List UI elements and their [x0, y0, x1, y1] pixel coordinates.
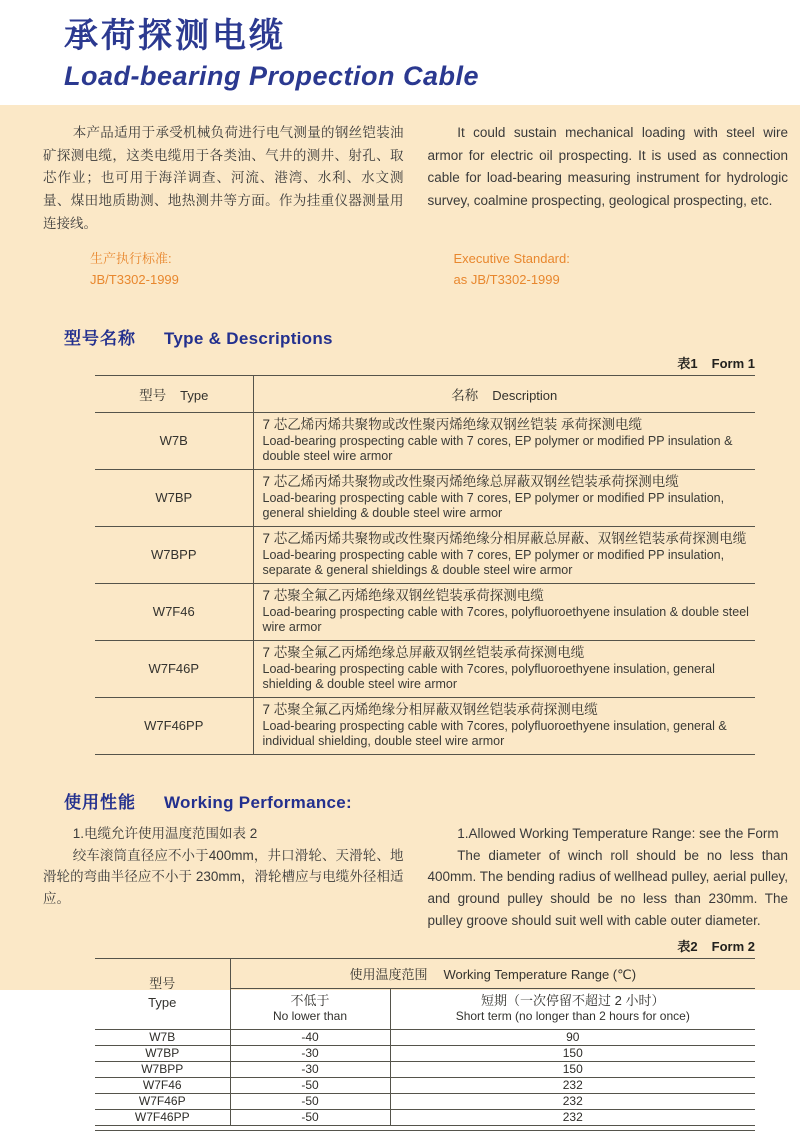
form1-label-en: Form 1	[711, 355, 755, 371]
working-temperature-table	[95, 958, 755, 1126]
performance-line2-zh: 绞车滚筒直径应不小于400mm，井口滑轮、天滑轮、地滑轮的弯曲半径应不小于 230mm，滑轮槽应与电缆外径相适应。	[43, 847, 404, 907]
table-row	[95, 412, 755, 469]
description-cell: 7 芯乙烯丙烯共聚物或改性聚丙烯绝缘双钢丝铠装 承荷探测电缆 Load-bearing prospecting cable with 7 cores, EP polymer or modified PP insulation & double steel wire armor	[253, 412, 755, 469]
short-term-temp-cell: 150	[390, 1062, 755, 1078]
model-cell: W7F46PP	[95, 1110, 230, 1126]
working-performance-section	[0, 823, 800, 932]
form1-label-zh: 表1	[677, 355, 698, 371]
table2-header-row1	[95, 958, 755, 988]
intro-column-en	[428, 122, 789, 235]
short-term-temp-cell: 150	[390, 1046, 755, 1062]
description-cell: 7 芯聚全氟乙丙烯绝缘总屏蔽双钢丝铠装承荷探测电缆 Load-bearing prospecting cable with 7cores, polyfluoroethyene insulation, general shielding & double steel wire armor	[253, 640, 755, 697]
min-temp-cell: -50	[230, 1078, 390, 1094]
table-row	[95, 469, 755, 526]
model-cell: W7BP	[95, 469, 253, 526]
short-term-temp-cell: 232	[390, 1110, 755, 1126]
short-term-temp-cell: 90	[390, 1030, 755, 1046]
section2-heading-zh: 使用性能	[64, 792, 136, 812]
table1-header-type: 型号 Type	[95, 375, 253, 412]
short-term-temp-cell: 232	[390, 1094, 755, 1110]
table1-header-description: 名称 Description	[253, 375, 755, 412]
model-cell: W7B	[95, 1030, 230, 1046]
model-cell: W7F46	[95, 583, 253, 640]
model-cell: W7F46	[95, 1078, 230, 1094]
title-band	[0, 0, 800, 105]
table-row	[95, 697, 755, 754]
min-temp-cell: -40	[230, 1030, 390, 1046]
table-row	[95, 640, 755, 697]
table2-header-type: 型号 Type	[95, 958, 230, 1029]
production-standard-label-zh: 生产执行标准:	[90, 251, 172, 267]
section1-heading-zh: 型号名称	[64, 328, 136, 348]
model-cell: W7F46P	[95, 640, 253, 697]
table-row	[95, 1030, 755, 1046]
table1-header-row	[95, 375, 755, 412]
table2-header-short-term: 短期（一次停留不超过 2 小时） Short term (no longer than 2 hours for once)	[390, 988, 755, 1029]
short-term-temp-cell: 232	[390, 1078, 755, 1094]
executive-standard-value-en: as JB/T3302-1999	[453, 271, 560, 287]
standards-column-en	[428, 249, 789, 289]
executive-standard-label-en: Executive Standard:	[453, 251, 570, 267]
content-area	[0, 105, 800, 1125]
min-temp-cell: -50	[230, 1110, 390, 1126]
model-cell: W7BP	[95, 1046, 230, 1062]
performance-column-zh	[43, 823, 404, 932]
section1-heading-en: Type & Descriptions	[164, 328, 333, 348]
model-cell: W7F46P	[95, 1094, 230, 1110]
table-row	[95, 1094, 755, 1110]
performance-line1-zh: 1.电缆允许使用温度范围如表 2	[72, 825, 258, 841]
description-cell: 7 芯聚全氟乙丙烯绝缘双钢丝铠装承荷探测电缆 Load-bearing prospecting cable with 7cores, polyfluoroethyene insulation & double steel wire armor	[253, 583, 755, 640]
page-title-en: Load-bearing Propection Cable	[64, 60, 480, 91]
executive-standard-en	[454, 249, 789, 289]
table2-header-range: 使用温度范围 Working Temperature Range (℃)	[230, 958, 755, 988]
section2-heading-en: Working Performance:	[164, 792, 353, 812]
table-row	[95, 526, 755, 583]
description-cell: 7 芯聚全氟乙丙烯绝缘分相屏蔽双钢丝铠装承荷探测电缆 Load-bearing prospecting cable with 7cores, polyfluoroethyene insulation, general & individual shielding, double steel wire armor	[253, 697, 755, 754]
intro-section	[0, 122, 800, 235]
model-cell: W7B	[95, 412, 253, 469]
table-row	[95, 1046, 755, 1062]
table-row	[95, 1110, 755, 1126]
standards-column-zh	[43, 249, 404, 289]
intro-column-zh	[43, 122, 404, 235]
intro-paragraph-en: It could sustain mechanical loading with steel wire armor for electric oil prospecting. It is used as connection cable for load-bearing measuring instrument for hydrologic survey, coalmine prospecting, geological prospecting, etc.	[427, 125, 788, 209]
performance-line1-en: 1.Allowed Working Temperature Range: see the Form	[457, 825, 779, 841]
form1-label	[0, 353, 755, 372]
form2-label	[0, 936, 755, 955]
min-temp-cell: -30	[230, 1062, 390, 1078]
table2-header-no-lower-than: 不低于 No lower than	[230, 988, 390, 1029]
section-heading-working-performance	[0, 788, 800, 813]
model-cell: W7BPP	[95, 1062, 230, 1078]
production-standard-value-zh: JB/T3302-1999	[90, 271, 179, 287]
table-row	[95, 1062, 755, 1078]
page-title-zh: 承荷探测电缆	[64, 17, 286, 55]
performance-column-en	[428, 823, 789, 932]
description-cell: 7 芯乙烯丙烯共聚物或改性聚丙烯绝缘总屏蔽双钢丝铠装承荷探测电缆 Load-bearing prospecting cable with 7 cores, EP polymer or modified PP insulation, general shielding & double steel wire armor	[253, 469, 755, 526]
table-row	[95, 1078, 755, 1094]
min-temp-cell: -50	[230, 1094, 390, 1110]
form2-label-zh: 表2	[677, 938, 698, 954]
table-row	[95, 583, 755, 640]
performance-line2-en: The diameter of winch roll should be no less than 400mm. The bending radius of wellhead pulley, aerial pulley, and ground pulley should be no less than 230mm. The pulley groove should suit well with cable outer diameter.	[427, 847, 788, 929]
form2-label-en: Form 2	[711, 938, 755, 954]
production-standard-zh	[90, 249, 404, 289]
section-heading-type-descriptions	[0, 324, 800, 349]
type-descriptions-table	[95, 375, 755, 755]
standards-section	[0, 249, 800, 289]
intro-paragraph-zh: 本产品适用于承受机械负荷进行电气测量的钢丝铠装油矿探测电缆，这类电缆用于各类油、气井的测井、射孔、取芯作业；也可用于海洋调查、河流、港湾、水利、水文测量、煤田地质勘测、地热测井等方面。作为挂重仪器测量用连接线。	[43, 125, 404, 231]
model-cell: W7F46PP	[95, 697, 253, 754]
description-cell: 7 芯乙烯丙烯共聚物或改性聚丙烯绝缘分相屏蔽总屏蔽、双钢丝铠装承荷探测电缆 Load-bearing prospecting cable with 7 cores, EP polymer or modified PP insulation, separate & general shieldings & double steel wire armor	[253, 526, 755, 583]
model-cell: W7BPP	[95, 526, 253, 583]
min-temp-cell: -30	[230, 1046, 390, 1062]
